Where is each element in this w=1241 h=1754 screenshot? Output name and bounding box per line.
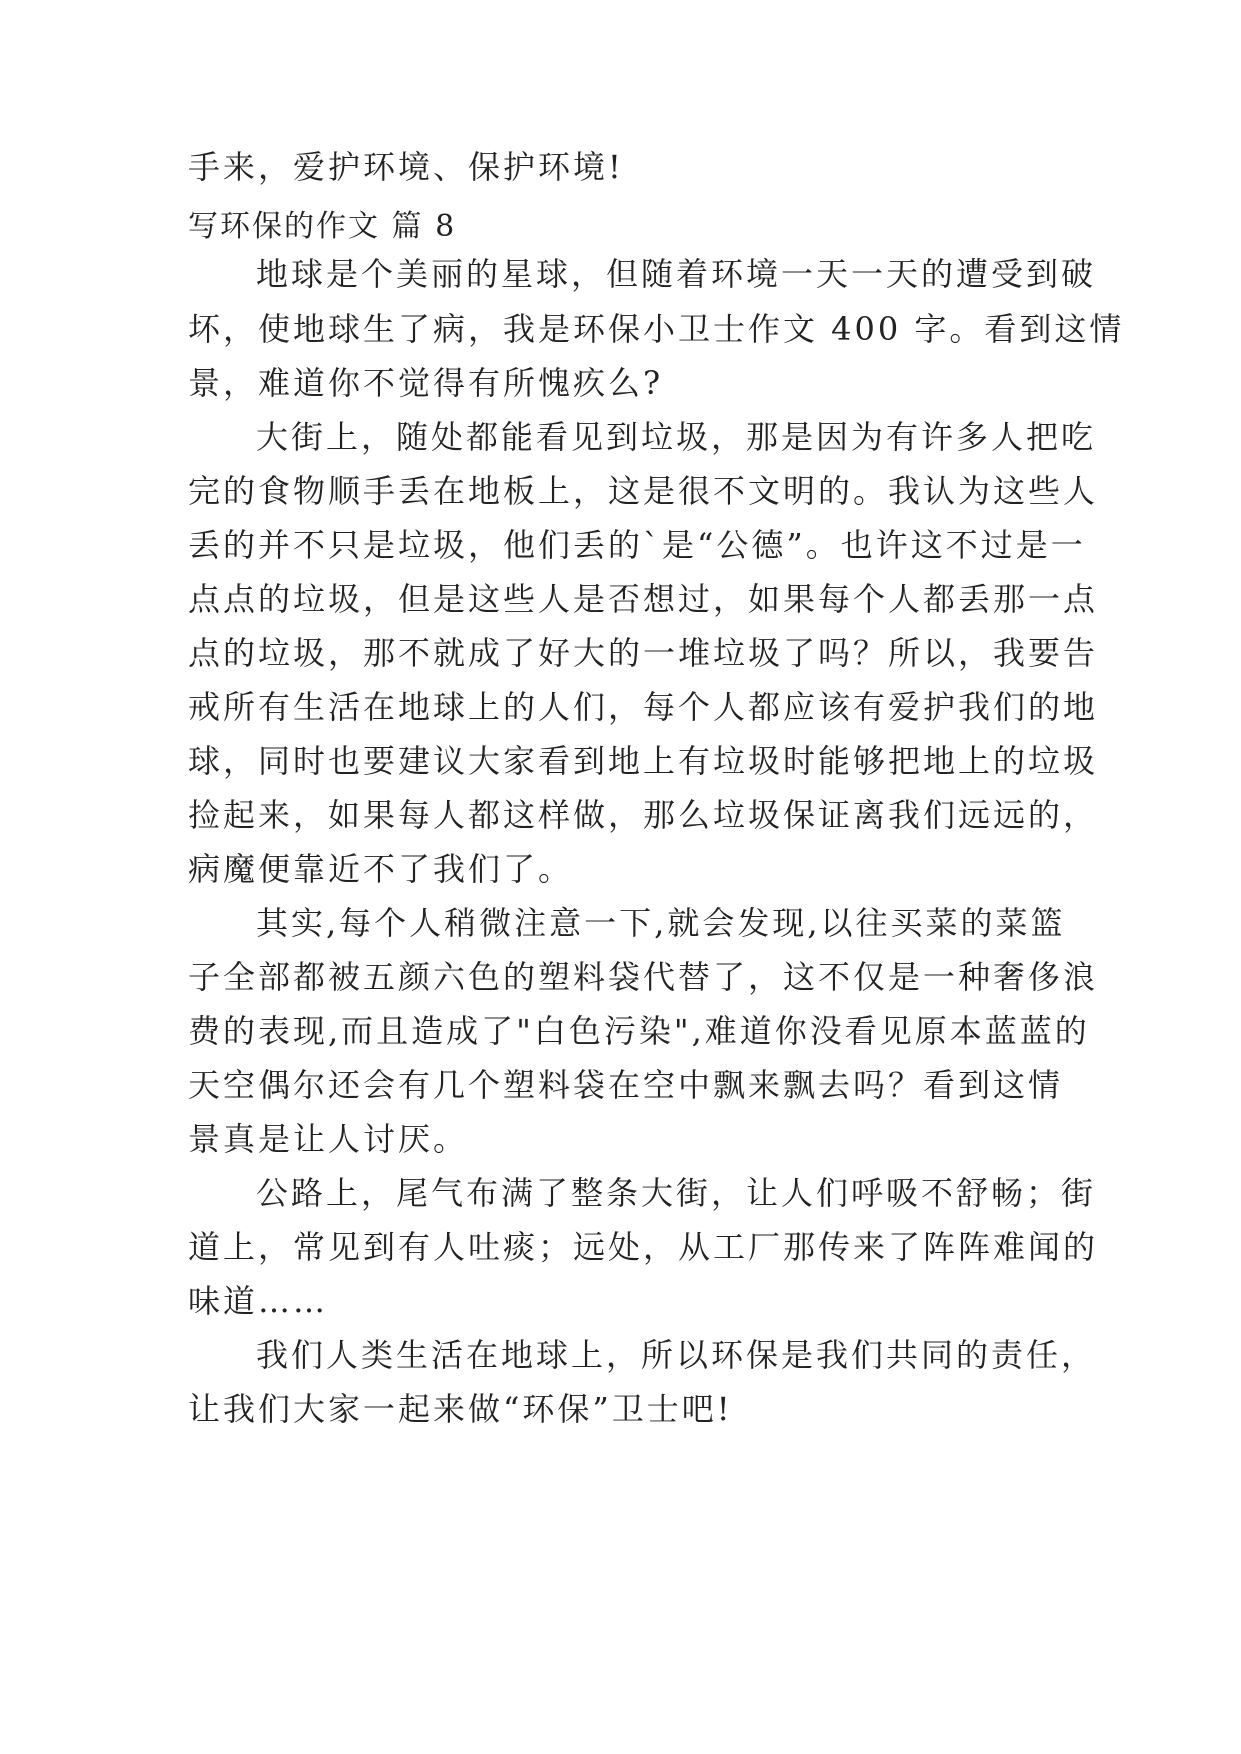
paragraph-3-line-4: 天空偶尔还会有几个塑料袋在空中飘来飘去吗？看到这情 [188, 1066, 1064, 1104]
paragraph-3-line-5: 景真是让人讨厌。 [188, 1120, 469, 1158]
paragraph-5-line-2: 让我们大家一起来做“环保”卫士吧! [188, 1390, 733, 1428]
paragraph-2-line-9: 病魔便靠近不了我们了。 [188, 850, 574, 888]
paragraph-2-line-1: 大街上，随处都能看见到垃圾，那是因为有许多人把吃 [256, 418, 1097, 456]
paragraph-4-line-2: 道上，常见到有人吐痰；远处，从工厂那传来了阵阵难闻的 [188, 1228, 1099, 1266]
paragraph-1-line-2: 坏，使地球生了病，我是环保小卫士作文 400 字。看到这情 [188, 310, 1125, 348]
prev-paragraph-tail: 手来，爱护环境、保护环境! [188, 148, 624, 186]
paragraph-2-line-5: 点的垃圾，那不就成了好大的一堆垃圾了吗？所以，我要告 [188, 634, 1099, 672]
paragraph-3-line-2: 子全部都被五颜六色的塑料袋代替了，这不仅是一种奢侈浪 [188, 958, 1099, 996]
paragraph-2-line-7: 球，同时也要建议大家看到地上有垃圾时能够把地上的垃圾 [188, 742, 1099, 780]
paragraph-1-line-1: 地球是个美丽的星球，但随着环境一天一天的遭受到破 [256, 255, 1097, 293]
paragraph-2-line-4: 点点的垃圾，但是这些人是否想过，如果每个人都丢那一点 [188, 580, 1099, 618]
paragraph-5-line-1: 我们人类生活在地球上，所以环保是我们共同的责任， [256, 1336, 1097, 1374]
paragraph-2-line-8: 捡起来，如果每人都这样做，那么垃圾保证离我们远远的， [188, 796, 1099, 834]
paragraph-4-line-3: 味道…… [188, 1282, 329, 1320]
paragraph-1-line-3: 景，难道你不觉得有所愧疚么? [188, 364, 664, 402]
paragraph-2-line-2: 完的食物顺手丢在地板上，这是很不文明的。我认为这些人 [188, 472, 1099, 510]
paragraph-3-line-3: 费的表现,而且造成了"白色污染",难道你没看见原本蓝蓝的 [188, 1012, 1090, 1050]
paragraph-2-line-3: 丢的并不只是垃圾，他们丢的`是“公德”。也许这不过是一 [188, 526, 1086, 564]
paragraph-4-line-1: 公路上，尾气布满了整条大街，让人们呼吸不舒畅；街 [256, 1174, 1097, 1212]
paragraph-3-line-1: 其实,每个人稍微注意一下,就会发现,以往买菜的菜篮 [256, 904, 1066, 942]
paragraph-2-line-6: 戒所有生活在地球上的人们，每个人都应该有爱护我们的地 [188, 688, 1099, 726]
section-title: 写环保的作文 篇 8 [188, 209, 457, 244]
